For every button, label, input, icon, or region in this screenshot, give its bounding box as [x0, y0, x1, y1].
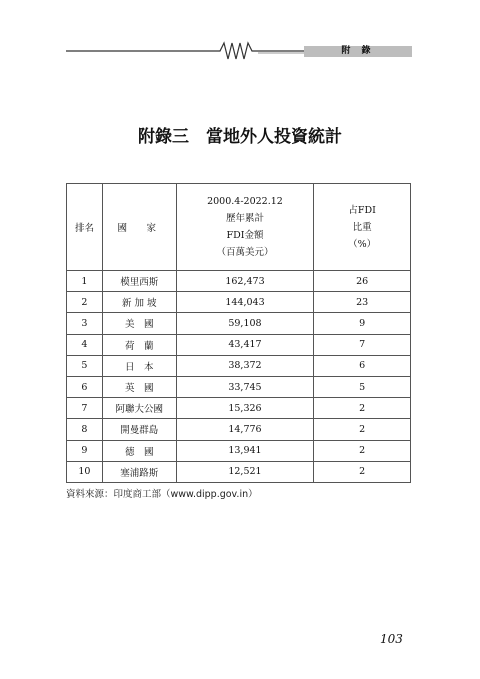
share-cell: 26 — [314, 271, 411, 292]
header-share-line: （%） — [348, 238, 377, 250]
header-country-label: 國 家 — [117, 223, 162, 234]
table-row — [67, 292, 411, 313]
country-cell: 荷 蘭 — [102, 334, 176, 355]
amount-cell: 12,521 — [176, 461, 314, 482]
country-cell: 阿聯大公國 — [102, 398, 176, 419]
page-number: 103 — [380, 632, 403, 646]
amount-cell: 13,941 — [176, 440, 314, 461]
table-row — [67, 376, 411, 397]
table-row — [67, 419, 411, 440]
header-share — [314, 184, 411, 271]
rank-cell: 3 — [67, 313, 103, 334]
amount-cell: 38,372 — [176, 355, 314, 376]
amount-cell: 43,417 — [176, 334, 314, 355]
country-cell: 模里西斯 — [102, 271, 176, 292]
header-share-line: 比重 — [352, 221, 372, 233]
rank-cell: 8 — [67, 419, 103, 440]
rank-cell: 4 — [67, 334, 103, 355]
header-amount-line: （百萬美元） — [216, 247, 274, 258]
header-rank: 排名 — [67, 184, 103, 271]
section-label: 附 錄 — [304, 46, 412, 57]
table-row — [67, 398, 411, 419]
amount-cell: 144,043 — [176, 292, 314, 313]
share-cell: 2 — [314, 440, 411, 461]
share-cell: 6 — [314, 355, 411, 376]
rank-cell: 6 — [67, 376, 103, 397]
table-row — [67, 461, 411, 482]
share-cell: 9 — [314, 313, 411, 334]
amount-cell: 15,326 — [176, 398, 314, 419]
rank-cell: 2 — [67, 292, 103, 313]
share-cell: 2 — [314, 398, 411, 419]
share-cell: 5 — [314, 376, 411, 397]
share-cell: 2 — [314, 419, 411, 440]
source-note: 資料來源：印度商工部（www.dipp.gov.in） — [66, 489, 258, 500]
header-amount-line: FDI金額 — [226, 230, 264, 241]
rank-cell: 7 — [67, 398, 103, 419]
amount-cell: 59,108 — [176, 313, 314, 334]
rank-cell: 10 — [67, 461, 103, 482]
page-title: 附錄三 當地外人投資統計 — [138, 127, 342, 147]
country-cell: 美 國 — [102, 313, 176, 334]
table-row — [67, 313, 411, 334]
table-row — [67, 271, 411, 292]
table-row — [67, 440, 411, 461]
header-amount-line: 歷年累計 — [225, 213, 264, 224]
header-country — [102, 184, 176, 271]
header-amount — [176, 184, 314, 271]
country-cell: 日 本 — [102, 355, 176, 376]
amount-cell: 162,473 — [176, 271, 314, 292]
share-cell: 7 — [314, 334, 411, 355]
header-amount-line: 2000.4-2022.12 — [207, 196, 283, 207]
rank-cell: 9 — [67, 440, 103, 461]
rank-cell: 1 — [67, 271, 103, 292]
table-row — [67, 334, 411, 355]
country-cell: 德 國 — [102, 440, 176, 461]
amount-cell: 33,745 — [176, 376, 314, 397]
country-cell: 塞浦路斯 — [102, 461, 176, 482]
country-cell: 英 國 — [102, 376, 176, 397]
table-header-row — [67, 184, 411, 271]
header-share-line: 占FDI — [348, 204, 376, 216]
country-cell: 開曼群島 — [102, 419, 176, 440]
table-row — [67, 355, 411, 376]
rank-cell: 5 — [67, 355, 103, 376]
share-cell: 23 — [314, 292, 411, 313]
country-cell: 新 加 坡 — [102, 292, 176, 313]
share-cell: 2 — [314, 461, 411, 482]
amount-cell: 14,776 — [176, 419, 314, 440]
fdi-table — [66, 183, 411, 483]
